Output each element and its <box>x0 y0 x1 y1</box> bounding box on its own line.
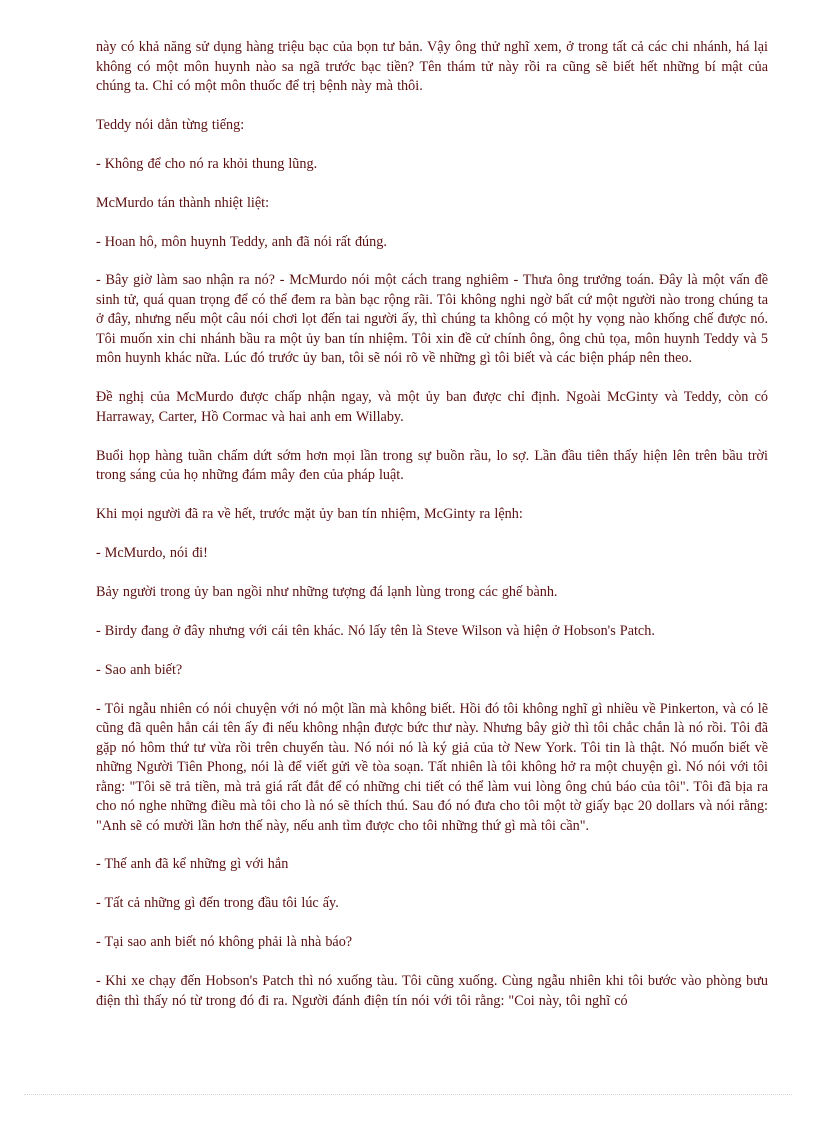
page-bottom-divider <box>24 1094 792 1095</box>
paragraph: Buổi họp hàng tuần chấm dứt sớm hơn mọi lần trong sự buồn rầu, lo sợ. Lần đầu tiên thấy hiện lên trên bầu trời trong sáng của họ những đám mây đen của pháp luật. <box>96 447 768 484</box>
document-page <box>96 38 768 1011</box>
paragraph: - Birdy đang ở đây nhưng với cái tên khác. Nó lấy tên là Steve Wilson và hiện ở Hobson's Patch. <box>96 622 655 639</box>
paragraph: - Khi xe chạy đến Hobson's Patch thì nó xuống tàu. Tôi cũng xuống. Cùng ngẫu nhiên khi tôi bước vào phòng bưu điện thì thấy nó từ trong đó đi ra. Người đánh điện tín nói với tôi rằng: "Coi này, tôi nghĩ có <box>96 973 768 1009</box>
paragraph: - Tất cả những gì đến trong đầu tôi lúc ấy. <box>96 895 339 912</box>
paragraph: Khi mọi người đã ra về hết, trước mặt ủy ban tín nhiệm, McGinty ra lệnh: <box>96 506 523 523</box>
paragraph: Teddy nói dằn từng tiếng: <box>96 116 245 133</box>
paragraph: Bảy người trong ủy ban ngồi như những tượng đá lạnh lùng trong các ghế bành. <box>96 583 558 600</box>
paragraph: - Không để cho nó ra khỏi thung lũng. <box>96 155 318 172</box>
paragraph: này có khả năng sử dụng hàng triệu bạc của bọn tư bản. Vậy ông thử nghĩ xem, ở trong tất cả các chi nhánh, há lại không có một môn huynh nào sa ngã trước bạc tiền? Tên thám tử này rồi ra cũng sẽ biết hết những bí mật của chúng ta. Chỉ có một môn thuốc để trị bệnh này mà thôi. <box>96 39 768 94</box>
paragraph: - Thế anh đã kể những gì với hắn <box>96 856 289 873</box>
paragraph: - Bây giờ làm sao nhận ra nó? - McMurdo nói một cách trang nghiêm - Thưa ông trưởng toán. Đây là một vấn đề sinh tử, quá quan trọng để có thể đem ra bàn bạc rộng rãi. Tôi không nghi ngờ bất cứ một người nào trong chúng ta ở đây, nhưng nếu một câu nói chơi lọt đến tai người ấy, thì chúng ta không có một hy vọng nào khống chế được nó. Tôi muốn xin chi nhánh bầu ra một ủy ban tín nhiệm. Tôi xin đề cử chính ông, ông chủ tọa, môn huynh Teddy và 5 môn huynh khác nữa. Lúc đó trước ủy ban, tôi sẽ nói rõ về những gì tôi biết và các biện pháp nên theo. <box>96 272 768 367</box>
paragraph: - Tại sao anh biết nó không phải là nhà báo? <box>96 934 353 951</box>
paragraph: - Sao anh biết? <box>96 661 183 678</box>
paragraph: - Hoan hô, môn huynh Teddy, anh đã nói rất đúng. <box>96 233 387 250</box>
paragraph: - Tôi ngẫu nhiên có nói chuyện với nó một lần mà không biết. Hồi đó tôi không nghĩ gì nhiều về Pinkerton, và có lẽ cũng đã quên hẳn cái tên ấy đi nếu không nhận được bức thư này. Nhưng bây giờ thì tôi chắc chắn là nó rồi. Tôi đã gặp nó hôm thứ tư vừa rồi trên chuyến tàu. Nó nói nó là ký giả của tờ New York. Tôi tin là thật. Nó muốn biết về những Người Tiên Phong, nói là để viết gửi về tòa soạn. Tất nhiên là tôi không hở ra một chuyện gì. Nó nói với tôi rằng: "Tôi sẽ trả tiền, mà trả giá rất đắt để có những chi tiết có thể làm vui lòng ông chủ báo của tôi". Tôi đã bịa ra cho nó nghe những điều mà tôi cho là nó sẽ thích thú. Sau đó nó đưa cho tôi một tờ giấy bạc 20 dollars và nói rằng: "Anh sẽ có mười lần hơn thế này, nếu anh tìm được cho tôi những thứ gì mà tôi cần". <box>96 700 768 834</box>
paragraph: - McMurdo, nói đi! <box>96 545 208 562</box>
paragraph: Đề nghị của McMurdo được chấp nhận ngay, và một ủy ban được chỉ định. Ngoài McGinty và Teddy, còn có Harraway, Carter, Hồ Cormac và hai anh em Willaby. <box>96 389 768 425</box>
paragraph: McMurdo tán thành nhiệt liệt: <box>96 194 270 211</box>
